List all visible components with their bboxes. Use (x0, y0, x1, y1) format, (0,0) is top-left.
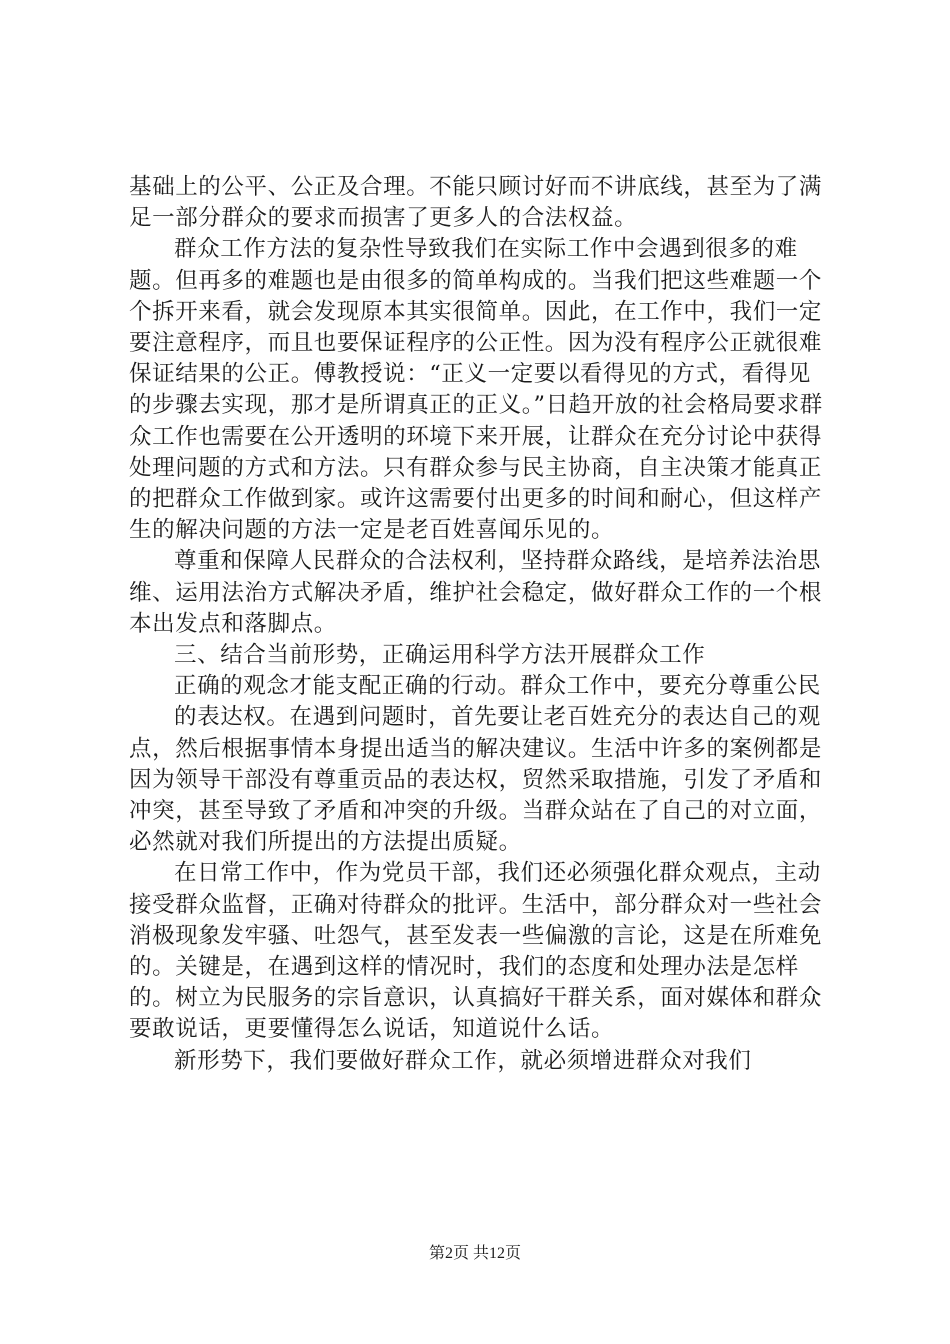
paragraph: 群众工作方法的复杂性导致我们在实际工作中会遇到很多的难题。但再多的难题也是由很多的简单构成的。当我们把这些难题一个个拆开来看，就会发现原本其实很简单。因此，在工作中，我们一定要注意程序，而且也要保证程序的公正性。因为没有程序公正就很难保证结果的公正。傅教授说：“正义一定要以看得见的方式，看得见的步骤去实现，那才是所谓真正的正义。”日趋开放的社会格局要求群众工作也需要在公开透明的环境下来开展，让群众在充分讨论中获得处理问题的方式和方法。只有群众参与民主协商，自主决策才能真正的把群众工作做到家。或许这需要付出更多的时间和耐心，但这样产生的解决问题的方法一定是老百姓喜闻乐见的。 (129, 236, 823, 544)
paragraph: 新形势下，我们要做好群众工作，就必须增进群众对我们 (174, 1047, 752, 1074)
paragraph: 在日常工作中，作为党员干部，我们还必须强化群众观点，主动接受群众监督，正确对待群众的批评。生活中，部分群众对一些社会消极现象发牢骚、吐怨气，甚至发表一些偏激的言论，这是在所难免的。关键是，在遇到这样的情况时，我们的态度和处理办法是怎样的。树立为民服务的宗旨意识，认真搞好干群关系，面对媒体和群众要敢说话，更要懂得怎么说话，知道说什么话。 (129, 860, 823, 1043)
page-footer: 第2页 共12页 (428, 1245, 521, 1262)
paragraph: 的表达权。在遇到问题时，首先要让老百姓充分的表达自己的观点，然后根据事情本身提出适当的解决建议。生活中许多的案例都是因为领导干部没有尊重贡品的表达权，贸然采取措施，引发了矛盾和冲突，甚至导致了矛盾和冲突的升级。当群众站在了自己的对立面，必然就对我们所提出的方法提出质疑。 (129, 704, 823, 856)
document-body (129, 172, 829, 1077)
paragraph: 尊重和保障人民群众的合法权利，坚持群众路线，是培养法治思维、运用法治方式解决矛盾，维护社会稳定，做好群众工作的一个根本出发点和落脚点。 (129, 548, 823, 637)
paragraph: 正确的观念才能支配正确的行动。群众工作中，要充分尊重公民 (174, 673, 821, 700)
section-heading: 三、结合当前形势，正确运用科学方法开展群众工作 (174, 642, 706, 669)
paragraph: 基础上的公平、公正及合理。不能只顾讨好而不讲底线，甚至为了满足一部分群众的要求而损害了更多人的合法权益。 (129, 174, 823, 232)
